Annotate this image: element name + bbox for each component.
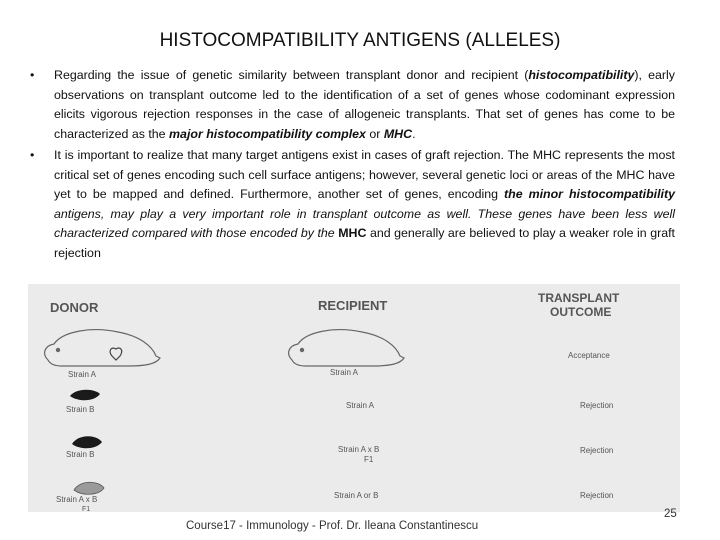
bullet-minor-antigens [30, 146, 675, 263]
footer-course: Course17 - Immunology - Prof. Dr. Ileana Constantinescu [186, 520, 479, 532]
bullet-text: It is important to realize that many target antigens exist in cases of graft rejection. The MHC represents the most critical set of genes encoding such cell surface antigens; however, several genetic loci or areas of the MHC have yet to be mapped and defined. Furthermore, another set of genes, encoding the minor histocompatibility antigens, may play a very important role in transplant outcome as well. These genes have been less well characterized compared with those encoded by the MHC and generally are believed to play a weaker role in graft rejection [54, 148, 675, 260]
donor-mouse-icon [45, 330, 160, 366]
donor-sub-4: F1 [82, 506, 91, 512]
recipient-label-1: Strain A [330, 368, 359, 377]
donor-label-2: Strain B [66, 405, 95, 414]
donor-label-4: Strain A x B [56, 495, 98, 504]
bullet-mhc-definition [30, 66, 675, 144]
graft-f1-icon [74, 482, 104, 494]
outcome-label-2: Rejection [580, 401, 614, 410]
bullet-list [30, 66, 675, 263]
outcome-label-4: Rejection [580, 491, 614, 500]
header-outcome-line2: OUTCOME [550, 305, 612, 319]
slide-title: HISTOCOMPATIBILITY ANTIGENS (ALLELES) [159, 30, 561, 51]
recipient-label-2: Strain A [346, 401, 375, 410]
bullet-marker: • [30, 68, 35, 82]
outcome-label-3: Rejection [580, 446, 614, 455]
header-recipient: RECIPIENT [318, 298, 388, 313]
transplant-diagram-svg [28, 284, 680, 512]
header-donor: DONOR [50, 300, 99, 315]
donor-label-1: Strain A [68, 370, 97, 379]
graft-strain-b-icon [70, 390, 100, 401]
recipient-sub-3: F1 [364, 455, 374, 464]
page-number: 25 [664, 508, 677, 520]
graft-strain-b-icon [72, 436, 102, 448]
bullet-text: Regarding the issue of genetic similarity between transplant donor and recipient (histocompatibility), early observations on transplant outcome led to the identification of a set of genes whose codominant expression elicits vigorous rejection responses in the case of allogeneic transplants. That set of genes has come to be characterized as the major histocompatibility complex or MHC. [54, 68, 675, 141]
transplant-diagram [28, 284, 680, 512]
outcome-label-1: Acceptance [568, 351, 610, 360]
recipient-label-3: Strain A x B [338, 445, 380, 454]
bullet-marker: • [30, 148, 35, 162]
recipient-label-4: Strain A or B [334, 491, 379, 500]
recipient-mouse-icon [289, 330, 404, 366]
donor-label-3: Strain B [66, 450, 95, 459]
header-outcome-line1: TRANSPLANT [538, 291, 620, 305]
